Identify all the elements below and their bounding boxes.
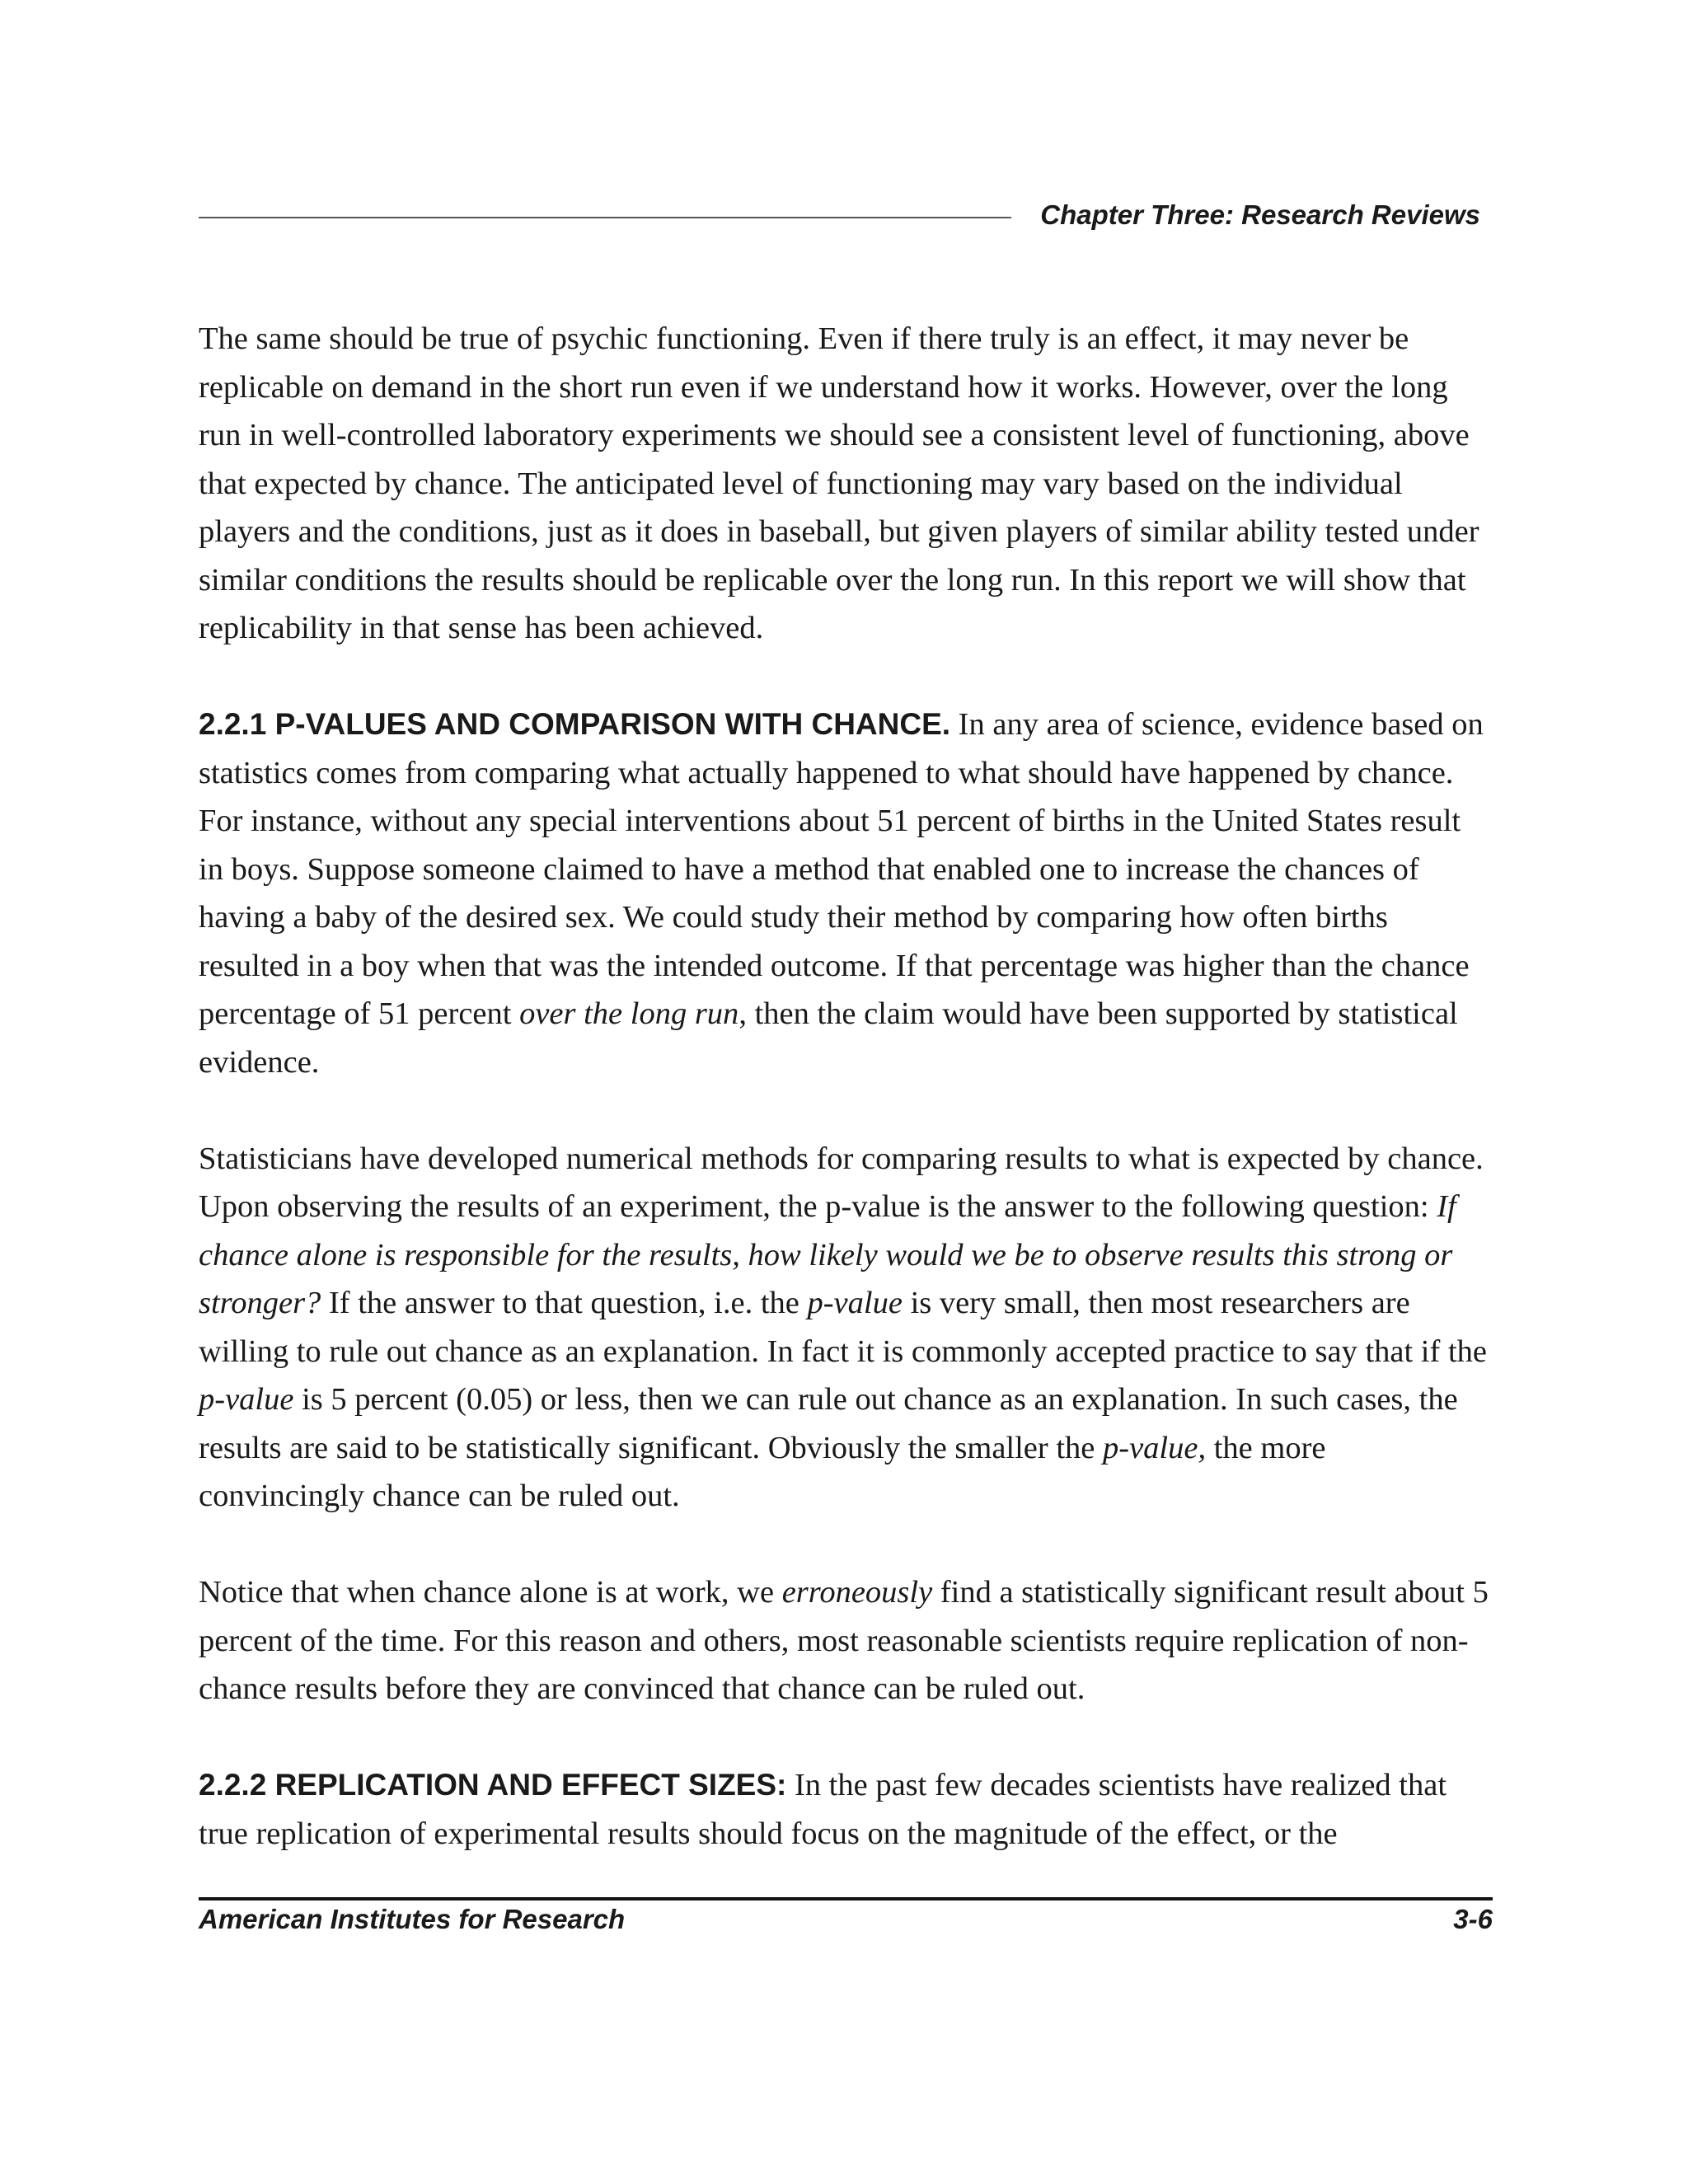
paragraph-statisticians [199,1135,1493,1521]
emphasis-erroneously: erroneously [781,1575,933,1610]
text-segment: Statisticians have developed numerical methods for comparing results to what is expected by chance. Upon observing the results of an experiment, the p-value is the answer to the following question: [199,1141,1484,1224]
emphasis-p-value: p-value [199,1382,294,1417]
text-segment: In any area of science, evidence based on statistics comes from comparing what actually happened to what should have happened by chance. For instance, without any special interventions about 51 percent of births in the United States result in boys. Suppose someone claimed to have a method that enabled one to increase the chances of having a baby of the desired sex. We could study their method by comparing how often births resulted in a boy when that was the intended outcome. If that percentage was higher than the chance percentage of 51 percent [199,707,1484,1031]
text-segment: is very small, then most researchers are willing to rule out chance as an explanation. In fact it is commonly accepted practice to say that if the [199,1286,1487,1369]
text-segment: the more convincingly chance can be ruled out. [199,1430,1326,1513]
body-text [199,315,1493,1906]
emphasis-p-value: p-value [807,1286,903,1320]
footer-organization: American Institutes for Research [199,1904,626,1934]
paragraph-notice [199,1568,1493,1713]
emphasis-p-value: p-value, [1103,1430,1207,1465]
text-segment: If the answer to that question, i.e. the [321,1286,808,1320]
text-segment: , then the claim would have been supported by statistical evidence. [199,996,1458,1080]
section-heading-p-values: 2.2.1 P-VALUES AND COMPARISON WITH CHANCE. [199,707,951,741]
section-2-2-1 [199,701,1493,1086]
emphasis-question: If chance alone is responsible for the results, how likely would we be to observe results this strong or stronger? [199,1189,1456,1320]
section-heading-replication: 2.2.2 REPLICATION AND EFFECT SIZES: [199,1768,787,1802]
paragraph-psychic-functioning: The same should be true of psychic functioning. Even if there truly is an effect, it may never be replicable on demand in the short run even if we understand how it works. However, over the long run in well-controlled laboratory experiments we should see a consistent level of functioning, above that expected by chance. The anticipated level of functioning may vary based on the individual players and the conditions, just as it does in baseball, but given players of similar ability tested under similar conditions the results should be replicable over the long run. In this report we will show that replicability in that sense has been achieved. [199,321,1479,645]
header-rule [199,217,1011,218]
text-segment: Notice that when chance alone is at work, we [199,1575,782,1610]
page-number: 3-6 [1453,1904,1493,1934]
section-2-2-2 [199,1761,1493,1858]
footer-rule [199,1897,1493,1900]
text-segment: find a statistically significant result about 5 percent of the time. For this reason and others, most reasonable scientists require replication of non-chance results before they are convinced that chance can be ruled out. [199,1575,1489,1706]
text-segment: is 5 percent (0.05) or less, then we can rule out chance as an explanation. In such cases, the results are said to be statistically significant. Obviously the smaller the [199,1382,1458,1465]
emphasis-over-the-long-run: over the long run [519,996,739,1031]
text-segment: In the past few decades scientists have realized that true replication of experimental results should focus on the magnitude of the effect, or the [199,1768,1447,1851]
chapter-title: Chapter Three: Research Reviews [1040,199,1480,230]
